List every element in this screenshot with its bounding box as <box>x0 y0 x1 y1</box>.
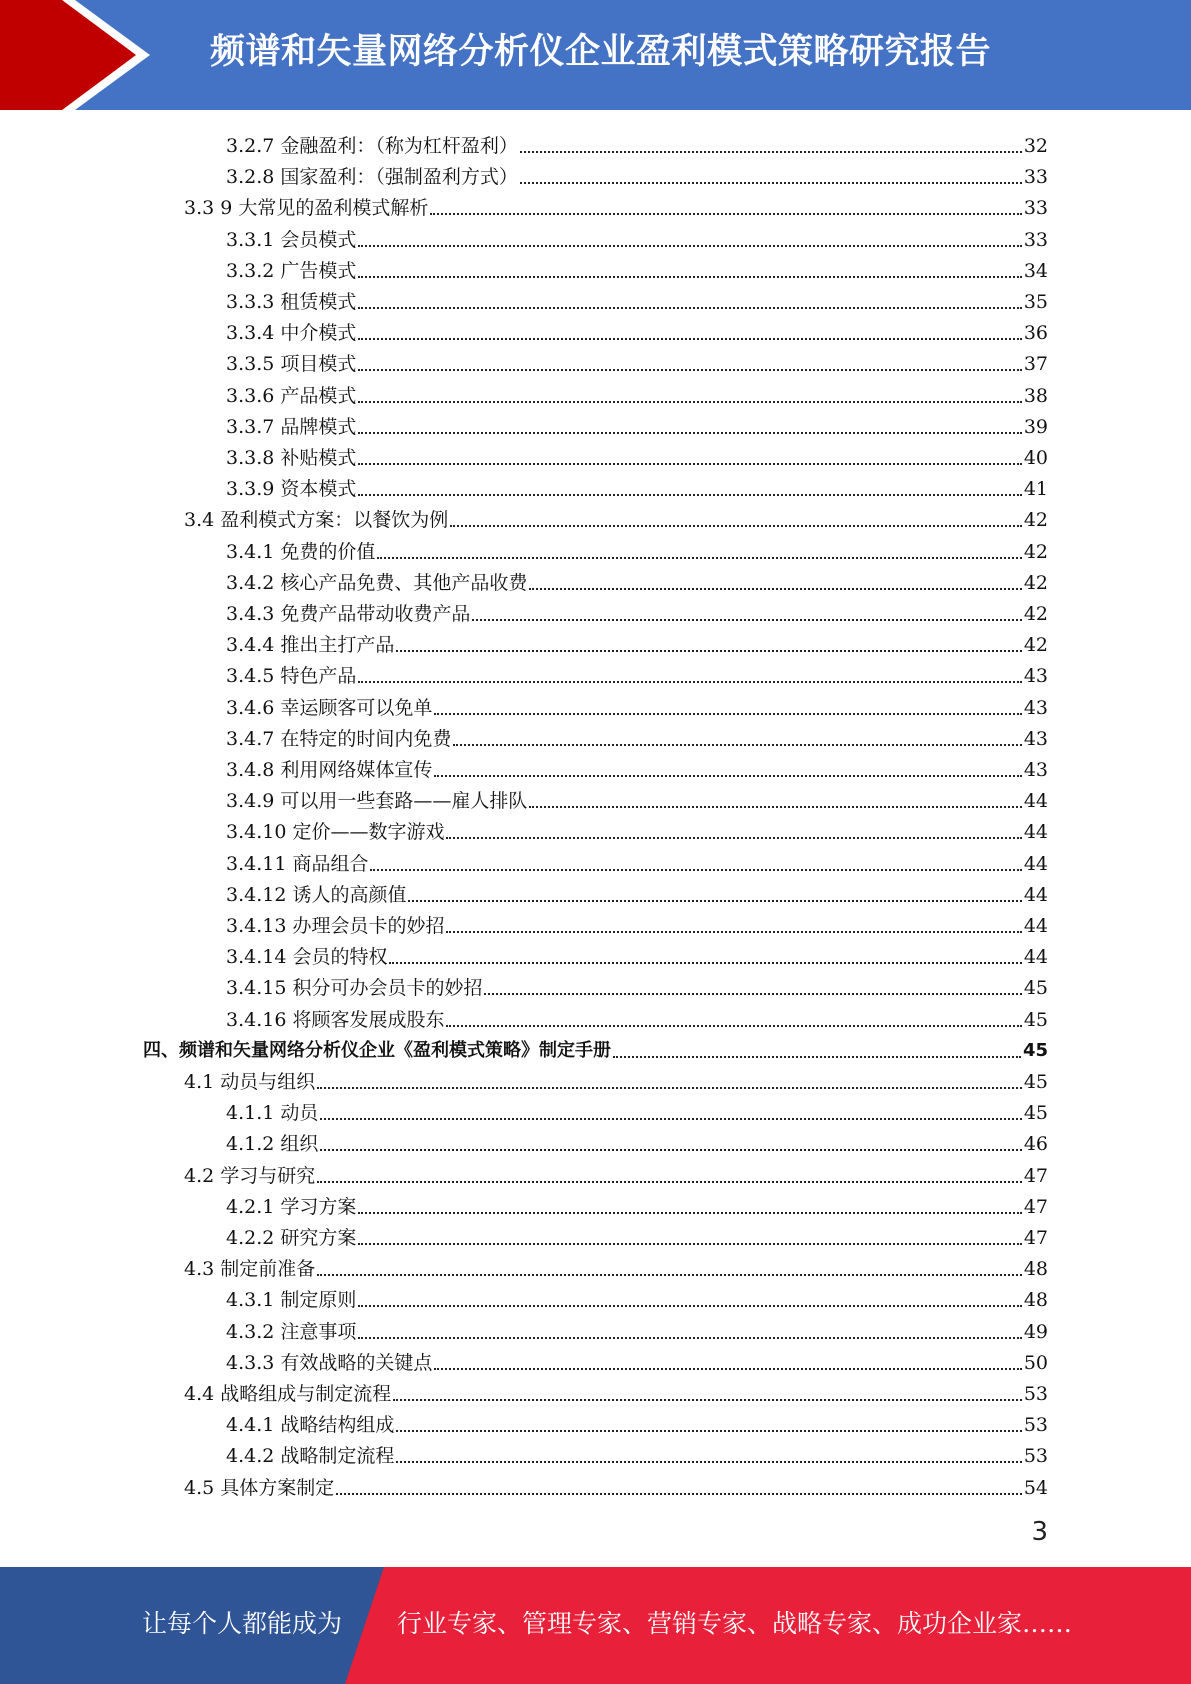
page-header <box>0 0 1191 110</box>
toc-entry-title: 3.4.8 利用网络媒体宣传 <box>226 759 433 781</box>
toc-entry[interactable] <box>226 1189 1048 1220</box>
toc-entry-title: 3.4.16 将顾客发展成股东 <box>226 1008 445 1031</box>
page-footer <box>0 1567 1191 1684</box>
toc-entry-page: 47 <box>1023 1195 1048 1218</box>
header-arrow-decoration <box>0 0 160 110</box>
toc-entry-title: 4.3.1 制定原则 <box>226 1289 357 1312</box>
toc-entry-page: 42 <box>1023 540 1048 563</box>
toc-entry[interactable] <box>226 1095 1048 1126</box>
toc-entry-title: 4.4 战略组成与制定流程 <box>184 1383 392 1405</box>
toc-dot-leader <box>336 1493 1022 1495</box>
toc-entry-title: 3.3.1 会员模式 <box>226 228 357 251</box>
toc-entry[interactable] <box>226 440 1048 471</box>
toc-entry-page: 47 <box>1023 1227 1048 1249</box>
toc-entry[interactable] <box>226 471 1048 502</box>
toc-entry-title: 3.4.7 在特定的时间内免费 <box>226 727 452 750</box>
toc-entry-page: 40 <box>1023 447 1048 469</box>
toc-dot-leader <box>317 1274 1022 1276</box>
toc-entry[interactable] <box>143 1033 1048 1064</box>
toc-entry-title: 3.3.7 品牌模式 <box>226 415 357 438</box>
toc-entry-title: 3.4.10 定价——数字游戏 <box>226 821 445 844</box>
toc-dot-leader <box>396 650 1021 652</box>
toc-entry-page: 46 <box>1023 1133 1048 1156</box>
toc-entry[interactable] <box>226 752 1048 783</box>
toc-entry-page: 42 <box>1023 634 1048 657</box>
toc-entry-page: 38 <box>1023 384 1048 407</box>
toc-entry[interactable] <box>226 814 1048 845</box>
toc-dot-leader <box>320 1149 1021 1151</box>
toc-entry-title: 3.3.5 项目模式 <box>226 353 357 376</box>
toc-entry-title: 3.3.4 中介模式 <box>226 322 357 345</box>
toc-entry[interactable] <box>226 253 1048 284</box>
toc-dot-leader <box>358 463 1021 465</box>
toc-entry[interactable] <box>226 596 1048 627</box>
toc-dot-leader <box>446 837 1021 839</box>
toc-entry[interactable] <box>226 1220 1048 1251</box>
toc-entry-page: 33 <box>1023 197 1048 220</box>
report-title: 频谱和矢量网络分析仪企业盈利模式策略研究报告 <box>210 32 992 72</box>
toc-entry-page: 44 <box>1023 821 1048 844</box>
toc-entry-title: 3.4.5 特色产品 <box>226 665 357 688</box>
toc-dot-leader <box>358 1212 1021 1214</box>
toc-entry[interactable] <box>226 315 1048 346</box>
toc-entry[interactable] <box>226 970 1048 1001</box>
toc-entry[interactable] <box>226 409 1048 440</box>
toc-entry-page: 37 <box>1023 353 1048 376</box>
toc-entry-title: 4.1.1 动员 <box>226 1102 319 1125</box>
toc-entry-title: 4.3.2 注意事项 <box>226 1320 357 1343</box>
toc-entry-title: 4.2 学习与研究 <box>184 1164 316 1187</box>
toc-dot-leader <box>408 900 1021 902</box>
toc-dot-leader <box>393 1399 1022 1401</box>
toc-entry-page: 45 <box>1023 977 1048 1000</box>
toc-entry-page: 48 <box>1023 1258 1048 1281</box>
toc-entry-page: 42 <box>1023 571 1048 594</box>
toc-entry[interactable] <box>226 1282 1048 1313</box>
toc-entry[interactable] <box>184 1251 1048 1282</box>
footer-slogan-right: 行业专家、管理专家、营销专家、战略专家、成功企业家…… <box>397 1609 1073 1638</box>
toc-entry-title: 3.4.12 诱人的高颜值 <box>226 883 407 906</box>
toc-dot-leader <box>529 806 1021 808</box>
toc-entry-page: 42 <box>1023 509 1048 532</box>
toc-entry-title: 3.4.4 推出主打产品 <box>226 634 395 657</box>
toc-dot-leader <box>434 713 1021 715</box>
toc-entry-page: 39 <box>1023 415 1048 438</box>
toc-entry-page: 45 <box>1023 1102 1048 1125</box>
toc-dot-leader <box>434 1368 1021 1370</box>
toc-entry-page: 45 <box>1022 1039 1048 1061</box>
toc-dot-leader <box>358 681 1021 683</box>
toc-dot-leader <box>377 557 1021 559</box>
toc-dot-leader <box>370 869 1021 871</box>
toc-entry[interactable] <box>226 721 1048 752</box>
toc-entry[interactable] <box>226 1314 1048 1345</box>
toc-entry[interactable] <box>184 190 1048 221</box>
toc-entry[interactable] <box>226 783 1048 814</box>
toc-entry[interactable] <box>226 846 1048 877</box>
toc-dot-leader <box>358 307 1021 309</box>
toc-entry-page: 48 <box>1023 1289 1048 1312</box>
toc-entry-page: 43 <box>1023 727 1048 750</box>
toc-entry[interactable] <box>226 346 1048 377</box>
toc-entry[interactable] <box>226 908 1048 939</box>
toc-dot-leader <box>434 775 1021 777</box>
toc-entry-page: 47 <box>1023 1164 1048 1187</box>
toc-entry-page: 36 <box>1023 322 1048 345</box>
toc-entry-title: 4.1 动员与组织 <box>184 1071 316 1093</box>
toc-entry-title: 3.4.1 免费的价值 <box>226 540 376 563</box>
toc-entry-title: 3.2.7 金融盈利：（称为杠杆盈利） <box>226 135 518 157</box>
toc-entry[interactable] <box>226 1407 1048 1438</box>
toc-entry-title: 4.1.2 组织 <box>226 1133 319 1156</box>
page-number: 3 <box>1031 1517 1048 1547</box>
toc-entry[interactable] <box>226 1345 1048 1376</box>
toc-dot-leader <box>520 151 1022 153</box>
toc-entry[interactable] <box>226 378 1048 409</box>
toc-entry[interactable] <box>226 1438 1048 1469</box>
toc-dot-leader <box>529 588 1021 590</box>
toc-entry[interactable] <box>226 159 1048 190</box>
toc-entry-title: 3.3 9 大常见的盈利模式解析 <box>184 197 429 220</box>
toc-entry-page: 50 <box>1023 1351 1048 1374</box>
toc-entry-page: 32 <box>1023 135 1048 157</box>
toc-dot-leader <box>396 1430 1021 1432</box>
toc-entry[interactable] <box>226 534 1048 565</box>
toc-entry-page: 54 <box>1023 1476 1048 1499</box>
toc-dot-leader <box>317 1087 1022 1089</box>
toc-entry[interactable] <box>226 1002 1048 1033</box>
toc-entry-title: 3.3.9 资本模式 <box>226 478 357 501</box>
toc-entry-page: 35 <box>1023 291 1048 313</box>
toc-entry-title: 4.3.3 有效战略的关键点 <box>226 1351 433 1374</box>
toc-dot-leader <box>389 962 1021 964</box>
toc-entry-title: 3.3.2 广告模式 <box>226 259 357 282</box>
toc-entry-title: 4.4.2 战略制定流程 <box>226 1445 395 1468</box>
toc-entry-title: 3.4.3 免费产品带动收费产品 <box>226 603 471 625</box>
toc-dot-leader <box>358 432 1021 434</box>
toc-entry-title: 4.2.2 研究方案 <box>226 1227 357 1249</box>
toc-dot-leader <box>613 1056 1021 1058</box>
toc-entry-title: 3.3.8 补贴模式 <box>226 447 357 469</box>
toc-dot-leader <box>484 993 1021 995</box>
toc-entry[interactable] <box>226 877 1048 908</box>
toc-entry-page: 45 <box>1023 1071 1048 1093</box>
toc-entry-title: 3.3.6 产品模式 <box>226 384 357 407</box>
toc-entry-title: 3.4.2 核心产品免费、其他产品收费 <box>226 571 528 594</box>
toc-dot-leader <box>320 1118 1021 1120</box>
toc-dot-leader <box>453 744 1021 746</box>
toc-entry-title: 3.4.6 幸运顾客可以免单 <box>226 696 433 719</box>
toc-entry-page: 43 <box>1023 759 1048 781</box>
toc-entry-page: 44 <box>1023 883 1048 906</box>
toc-dot-leader <box>450 525 1022 527</box>
toc-entry-page: 33 <box>1023 228 1048 251</box>
toc-entry-page: 44 <box>1023 852 1048 875</box>
toc-dot-leader <box>358 369 1021 371</box>
toc-entry[interactable] <box>184 1470 1048 1501</box>
toc-entry-page: 44 <box>1023 946 1048 969</box>
toc-entry-page: 53 <box>1023 1445 1048 1468</box>
toc-entry-page: 44 <box>1023 915 1048 937</box>
toc-entry-page: 53 <box>1023 1414 1048 1437</box>
toc-entry[interactable] <box>226 284 1048 315</box>
toc-entry-title: 4.2.1 学习方案 <box>226 1195 357 1218</box>
toc-entry[interactable] <box>184 502 1048 533</box>
toc-entry-title: 3.4.13 办理会员卡的妙招 <box>226 915 445 937</box>
toc-entry-page: 34 <box>1023 259 1048 282</box>
toc-entry-title: 四、频谱和矢量网络分析仪企业《盈利模式策略》制定手册 <box>143 1039 611 1061</box>
toc-entry[interactable] <box>226 658 1048 689</box>
toc-dot-leader <box>358 1243 1021 1245</box>
toc-entry-title: 3.4 盈利模式方案：以餐饮为例 <box>184 509 449 532</box>
toc-entry-title: 3.4.14 会员的特权 <box>226 946 388 969</box>
toc-dot-leader <box>358 338 1021 340</box>
toc-entry[interactable] <box>226 939 1048 970</box>
toc-entry-title: 3.2.8 国家盈利：（强制盈利方式） <box>226 166 518 189</box>
toc-dot-leader <box>430 213 1021 215</box>
toc-entry-page: 49 <box>1023 1320 1048 1343</box>
toc-entry[interactable] <box>184 1158 1048 1189</box>
toc-entry[interactable] <box>226 128 1048 159</box>
toc-dot-leader <box>472 619 1021 621</box>
toc-entry-title: 3.4.15 积分可办会员卡的妙招 <box>226 977 483 1000</box>
toc-dot-leader <box>358 494 1021 496</box>
toc-entry[interactable] <box>226 627 1048 658</box>
toc-dot-leader <box>358 276 1021 278</box>
toc-entry[interactable] <box>226 1126 1048 1157</box>
toc-entry-title: 3.3.3 租赁模式 <box>226 291 357 313</box>
toc-entry-page: 45 <box>1023 1008 1048 1031</box>
toc-dot-leader <box>446 1025 1021 1027</box>
toc-dot-leader <box>358 401 1021 403</box>
toc-entry[interactable] <box>226 565 1048 596</box>
toc-dot-leader <box>358 1337 1021 1339</box>
toc-entry-title: 4.5 具体方案制定 <box>184 1476 335 1499</box>
toc-dot-leader <box>446 931 1021 933</box>
toc-entry[interactable] <box>226 690 1048 721</box>
toc-entry-page: 42 <box>1023 603 1048 625</box>
toc-dot-leader <box>317 1181 1022 1183</box>
toc-dot-leader <box>520 182 1022 184</box>
toc-dot-leader <box>358 245 1021 247</box>
toc-entry-page: 41 <box>1023 478 1048 501</box>
toc-entry[interactable] <box>226 222 1048 253</box>
toc-dot-leader <box>396 1461 1021 1463</box>
toc-entry[interactable] <box>184 1064 1048 1095</box>
toc-entry-title: 4.3 制定前准备 <box>184 1258 316 1281</box>
toc-entry-title: 4.4.1 战略结构组成 <box>226 1414 395 1437</box>
toc-entry-title: 3.4.9 可以用一些套路——雇人排队 <box>226 790 528 813</box>
toc-entry[interactable] <box>184 1376 1048 1407</box>
toc-dot-leader <box>358 1305 1021 1307</box>
footer-slogan-left: 让每个人都能成为 <box>142 1609 343 1638</box>
toc-entry-page: 44 <box>1023 790 1048 813</box>
toc-entry-page: 33 <box>1023 166 1048 189</box>
toc-entry-title: 3.4.11 商品组合 <box>226 852 369 875</box>
toc-entry-page: 53 <box>1023 1383 1048 1405</box>
toc-entry-page: 43 <box>1023 665 1048 688</box>
toc-entry-page: 43 <box>1023 696 1048 719</box>
